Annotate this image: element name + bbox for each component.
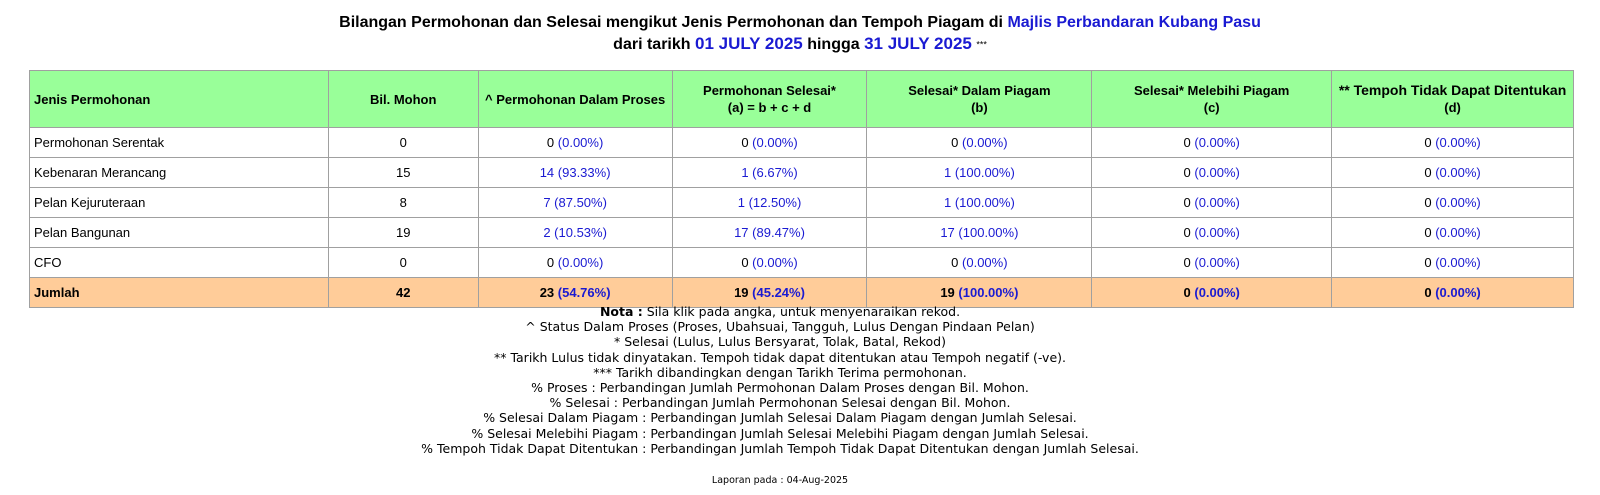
percent-value: (0.00%) [1194, 255, 1240, 270]
cell-selesai [672, 218, 867, 248]
nota-label: Nota : [599, 304, 643, 319]
percent-value: (0.00%) [557, 255, 604, 270]
percent-value: (0.00%) [1194, 285, 1240, 300]
percent-value: (89.47%) [752, 225, 805, 240]
note-line: % Tempoh Tidak Dapat Ditentukan : Perbandingan Jumlah Tempoh Tidak Dapat Ditentukan dengan Jumlah Selesai. [421, 440, 1139, 456]
count-value: 0 [1183, 135, 1191, 150]
header-selesai-melebihi-piagam-label: Selesai* Melebihi Piagam [1134, 83, 1290, 98]
cell-melebihi-piagam [1092, 158, 1332, 188]
count-value: 0 [741, 135, 749, 150]
cell-dalam-proses [478, 128, 672, 158]
percent-value: (100.00%) [958, 225, 1019, 240]
nota-line [0, 304, 1560, 319]
header-tempoh-tidak-ditentukan [1332, 71, 1574, 128]
table-row [30, 128, 1574, 158]
header-selesai-dalam-piagam-label: Selesai* Dalam Piagam [908, 83, 1051, 98]
table-row [30, 218, 1574, 248]
authority-name: Majlis Perbandaran Kubang Pasu [1007, 14, 1261, 31]
table-row [30, 248, 1574, 278]
cell-bil-mohon: 0 [328, 128, 478, 158]
header-permohonan-selesai-formula: (a) = b + c + d [727, 100, 812, 115]
cell-dalam-proses [478, 188, 672, 218]
percent-value: (93.33%) [557, 165, 611, 180]
count-value: 0 [546, 255, 555, 270]
date-from: 01 JULY 2025 [694, 34, 803, 53]
percent-value: (0.00%) [1194, 135, 1240, 150]
cell-jenis-permohonan: Kebenaran Merancang [30, 158, 329, 188]
percent-value: (0.00%) [962, 135, 1008, 150]
cell-tidak-ditentukan [1332, 158, 1574, 188]
percent-value: (54.76%) [557, 285, 611, 300]
cell-bil-mohon: 42 [328, 278, 478, 308]
count-value: 0 [1183, 195, 1191, 210]
cell-dalam-piagam [867, 248, 1092, 278]
percent-value: (0.00%) [557, 135, 604, 150]
percent-value: (0.00%) [1194, 195, 1240, 210]
count-value[interactable]: 2 [543, 225, 551, 240]
header-permohonan-selesai [672, 71, 867, 128]
percent-value: (0.00%) [1194, 225, 1240, 240]
percent-value: (10.53%) [554, 225, 607, 240]
percent-value: (0.00%) [1435, 165, 1481, 180]
count-value: 0 [1183, 225, 1191, 240]
count-value[interactable]: 1 [737, 195, 745, 210]
count-value[interactable]: 1 [943, 195, 952, 210]
percent-value: (0.00%) [1435, 285, 1481, 300]
percent-value: (6.67%) [752, 165, 798, 180]
cell-bil-mohon: 8 [328, 188, 478, 218]
cell-dalam-piagam [867, 158, 1092, 188]
cell-selesai [672, 278, 867, 308]
date-to-label: hingga [807, 36, 860, 53]
title-line-1 [0, 12, 1600, 33]
date-to: 31 JULY 2025 [864, 34, 972, 53]
note-line: ** Tarikh Lulus tidak dinyatakan. Tempoh tidak dapat ditentukan atau Tempoh negatif (-ve). [493, 349, 1066, 365]
percent-value: (45.24%) [752, 285, 805, 300]
cell-melebihi-piagam [1092, 188, 1332, 218]
cell-dalam-piagam [867, 188, 1092, 218]
count-value: 0 [951, 255, 959, 270]
report-date-line [0, 475, 1560, 486]
note-line: ^ Status Dalam Proses (Proses, Ubahsuai, Tangguh, Lulus Dengan Pindaan Pelan) [525, 319, 1035, 335]
cell-tidak-ditentukan [1332, 218, 1574, 248]
count-value: 0 [1183, 285, 1191, 300]
count-value: 0 [546, 135, 555, 150]
table-row [30, 188, 1574, 218]
header-dalam-proses: ^ Permohonan Dalam Proses [478, 71, 672, 128]
percent-value: (0.00%) [1194, 165, 1240, 180]
cell-jenis-permohonan: Permohonan Serentak [30, 128, 329, 158]
percent-value: (0.00%) [752, 135, 798, 150]
cell-dalam-proses [478, 278, 672, 308]
count-value[interactable]: 1 [943, 165, 952, 180]
count-value: 0 [1424, 285, 1432, 300]
percent-value: (87.50%) [554, 195, 607, 210]
percent-value: (0.00%) [752, 255, 798, 270]
header-tempoh-tidak-ditentukan-code: (d) [1444, 100, 1461, 115]
summary-table [29, 70, 1574, 308]
cell-selesai [672, 188, 867, 218]
header-selesai-dalam-piagam [867, 71, 1092, 128]
report-title [0, 12, 1600, 55]
cell-dalam-proses [478, 248, 672, 278]
nota-text: Sila klik pada angka, untuk menyenaraikan rekod. [646, 304, 961, 319]
total-row [30, 278, 1574, 308]
count-value: 19 [940, 285, 955, 300]
count-value: 0 [1183, 255, 1191, 270]
count-value[interactable]: 14 [539, 165, 555, 180]
cell-bil-mohon: 19 [328, 218, 478, 248]
table-header-row [30, 71, 1574, 128]
percent-value: (0.00%) [962, 255, 1008, 270]
count-value: 0 [1183, 165, 1191, 180]
note-line: % Selesai Dalam Piagam : Perbandingan Jumlah Selesai Dalam Piagam dengan Jumlah Selesai. [483, 410, 1077, 426]
percent-value: (100.00%) [958, 285, 1019, 300]
notes-section [0, 304, 1560, 456]
count-value[interactable]: 17 [734, 225, 749, 240]
cell-dalam-piagam [867, 218, 1092, 248]
header-permohonan-selesai-label: Permohonan Selesai* [703, 83, 836, 98]
cell-jenis-permohonan: Pelan Kejuruteraan [30, 188, 329, 218]
percent-value: (0.00%) [1435, 255, 1481, 270]
count-value: 0 [1424, 195, 1432, 210]
count-value: 0 [951, 135, 959, 150]
cell-tidak-ditentukan [1332, 278, 1574, 308]
cell-jenis-permohonan: CFO [30, 248, 329, 278]
note-line: *** Tarikh dibandingkan dengan Tarikh Terima permohonan. [593, 364, 967, 380]
percent-value: (100.00%) [954, 195, 1015, 210]
title-line-2 [0, 33, 1600, 55]
cell-dalam-proses [478, 158, 672, 188]
header-tempoh-tidak-ditentukan-label: ** Tempoh Tidak Dapat Ditentukan [1338, 82, 1567, 98]
percent-value: (100.00%) [954, 165, 1015, 180]
note-line: % Selesai Melebihi Piagam : Perbandingan Jumlah Selesai Melebihi Piagam dengan Jumlah Selesai. [471, 425, 1089, 441]
report-date: 04-Aug-2025 [786, 475, 849, 486]
note-line: % Proses : Perbandingan Jumlah Permohonan Dalam Proses dengan Bil. Mohon. [531, 380, 1029, 396]
count-value: 0 [1424, 165, 1432, 180]
cell-selesai [672, 158, 867, 188]
cell-bil-mohon: 0 [328, 248, 478, 278]
cell-tidak-ditentukan [1332, 188, 1574, 218]
cell-melebihi-piagam [1092, 218, 1332, 248]
note-line: * Selesai (Lulus, Lulus Bersyarat, Tolak, Batal, Rekod) [614, 334, 946, 350]
note-line: % Selesai : Perbandingan Jumlah Permohonan Selesai dengan Bil. Mohon. [549, 395, 1011, 411]
cell-melebihi-piagam [1092, 248, 1332, 278]
count-value: 19 [734, 285, 749, 300]
cell-jenis-permohonan: Pelan Bangunan [30, 218, 329, 248]
percent-value: (0.00%) [1435, 195, 1481, 210]
count-value[interactable]: 1 [741, 165, 749, 180]
percent-value: (0.00%) [1435, 135, 1481, 150]
cell-selesai [672, 248, 867, 278]
table-row [30, 158, 1574, 188]
title-footnote-marker: *** [976, 39, 987, 50]
report-date-label: Laporan pada : [711, 475, 784, 486]
cell-melebihi-piagam [1092, 128, 1332, 158]
count-value: 0 [1424, 135, 1432, 150]
date-from-label: dari tarikh [613, 36, 691, 53]
header-selesai-melebihi-piagam [1092, 71, 1332, 128]
cell-jenis-permohonan: Jumlah [30, 278, 329, 308]
count-value: 0 [1424, 225, 1432, 240]
header-bil-mohon: Bil. Mohon [328, 71, 478, 128]
count-value[interactable]: 7 [543, 195, 551, 210]
percent-value: (12.50%) [748, 195, 802, 210]
header-jenis-permohonan: Jenis Permohonan [30, 71, 329, 128]
cell-dalam-proses [478, 218, 672, 248]
cell-bil-mohon: 15 [328, 158, 478, 188]
percent-value: (0.00%) [1435, 225, 1481, 240]
header-selesai-melebihi-piagam-code: (c) [1203, 100, 1220, 115]
cell-dalam-piagam [867, 128, 1092, 158]
count-value: 23 [539, 285, 555, 300]
count-value: 0 [741, 255, 749, 270]
cell-melebihi-piagam [1092, 278, 1332, 308]
cell-tidak-ditentukan [1332, 248, 1574, 278]
cell-tidak-ditentukan [1332, 128, 1574, 158]
title-prefix: Bilangan Permohonan dan Selesai mengikut Jenis Permohonan dan Tempoh Piagam di [339, 14, 1003, 31]
count-value[interactable]: 17 [940, 225, 955, 240]
cell-dalam-piagam [867, 278, 1092, 308]
cell-selesai [672, 128, 867, 158]
count-value: 0 [1424, 255, 1432, 270]
header-selesai-dalam-piagam-code: (b) [971, 100, 988, 115]
